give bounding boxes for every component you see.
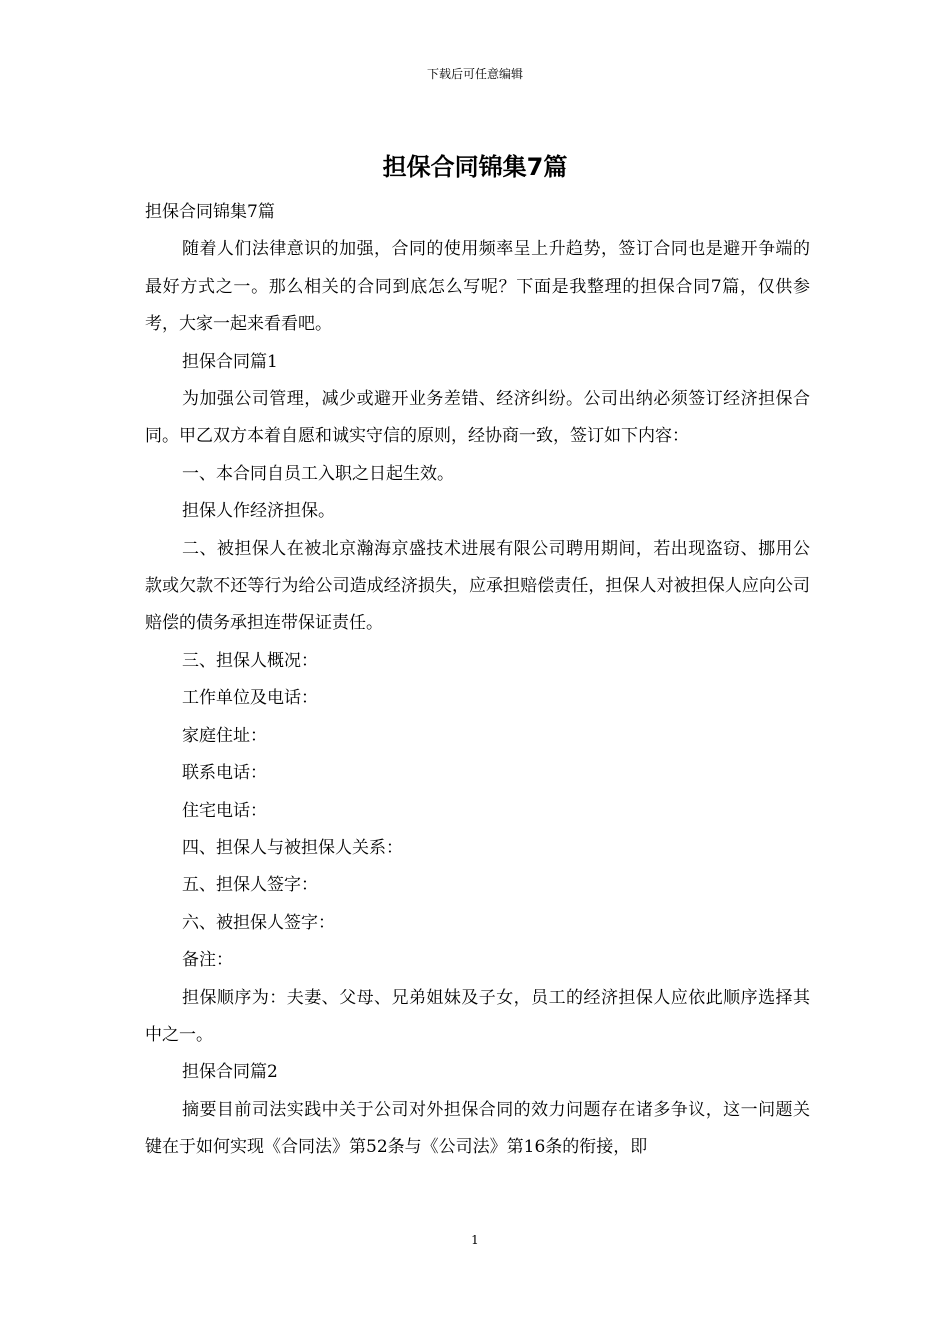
page-number: 1 <box>471 1233 479 1247</box>
paragraph: 一、本合同自员工入职之日起生效。 <box>182 463 454 484</box>
paragraph: 担保合同锦集7篇 <box>145 202 275 222</box>
document-body <box>145 194 810 1167</box>
paragraph: 三、担保人概况： <box>182 650 318 671</box>
section-heading: 担保合同篇1 <box>182 351 278 372</box>
document-title: 担保合同锦集7篇 <box>382 153 568 181</box>
paragraph: 备注： <box>182 950 233 971</box>
form-field-label: 联系电话： <box>182 763 267 784</box>
form-field-label: 五、担保人签字： <box>182 875 318 896</box>
form-field-label: 工作单位及电话： <box>182 688 318 709</box>
paragraph: 为加强公司管理，减少或避开业务差错、经济纠纷。公司出纳必须签订经济担保合同。甲乙双方本着自愿和诚实守信的原则，经协商一致，签订如下内容： <box>145 389 810 447</box>
header-note: 下载后可任意编辑 <box>426 67 523 81</box>
paragraph: 担保人作经济担保。 <box>182 501 335 522</box>
form-field-label: 住宅电话： <box>182 800 267 821</box>
form-field-label: 家庭住址： <box>182 725 267 746</box>
form-field-label: 四、担保人与被担保人关系： <box>182 837 403 858</box>
paragraph: 随着人们法律意识的加强，合同的使用频率呈上升趋势，签订合同也是避开争端的最好方式之一。那么相关的合同到底怎么写呢？下面是我整理的担保合同7篇，仅供参考，大家一起来看看吧。 <box>145 239 810 335</box>
paragraph: 摘要目前司法实践中关于公司对外担保合同的效力问题存在诸多争议，这一问题关键在于如何实现《合同法》第52条与《公司法》第16条的衔接，即 <box>145 1099 810 1158</box>
paragraph: 二、被担保人在被北京瀚海京盛技术进展有限公司聘用期间，若出现盗窃、挪用公款或欠款不还等行为给公司造成经济损失，应承担赔偿责任，担保人对被担保人应向公司赔偿的债务承担连带保证责任。 <box>145 538 810 634</box>
form-field-label: 六、被担保人签字： <box>182 912 335 933</box>
paragraph: 担保顺序为：夫妻、父母、兄弟姐妹及子女，员工的经济担保人应依此顺序选择其中之一。 <box>145 987 810 1045</box>
section-heading: 担保合同篇2 <box>182 1062 278 1083</box>
